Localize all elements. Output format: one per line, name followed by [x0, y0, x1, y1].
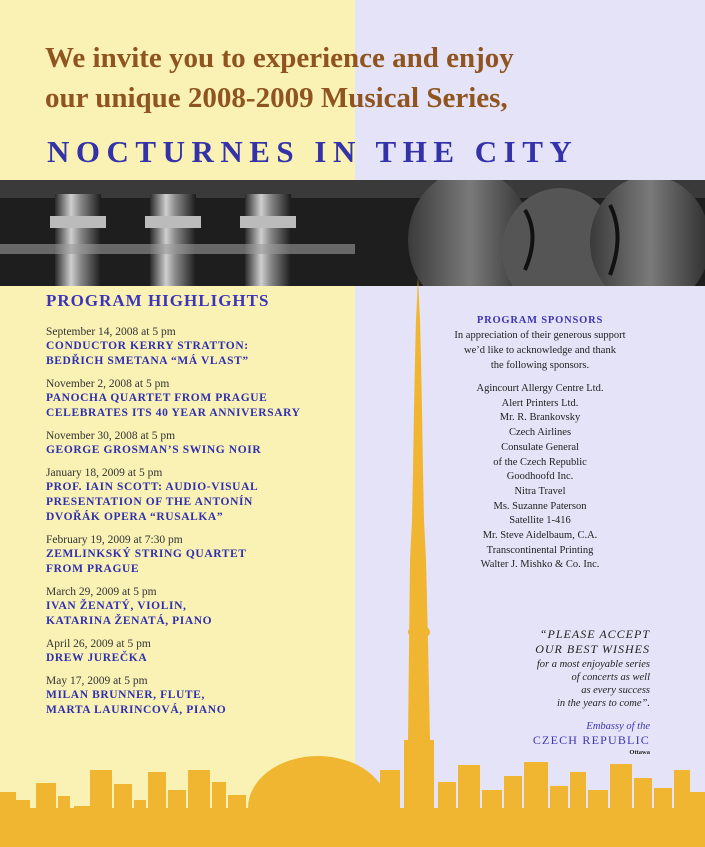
event-title: MILAN BRUNNER, FLUTE, — [46, 689, 205, 701]
event-item — [46, 325, 346, 369]
event-title: DVOŘÁK OPERA “RUSALKA” — [46, 511, 224, 523]
invitation-headline — [45, 38, 685, 118]
event-title: PROF. IAIN SCOTT: AUDIO-VISUAL — [46, 481, 259, 493]
event-title: BEDŘICH SMETANA “MÁ VLAST” — [46, 355, 249, 367]
event-title: PRESENTATION OF THE ANTONÍN — [46, 496, 253, 508]
event-date: September 14, 2008 at 5 pm — [46, 326, 176, 338]
event-date: March 29, 2009 at 5 pm — [46, 586, 157, 598]
sponsors-intro: In appreciation of their generous support we’d like to acknowledge and thank the following sponsors. — [454, 330, 626, 371]
wishes-country: CZECH REPUBLIC — [532, 733, 650, 747]
event-title: CELEBRATES ITS 40 YEAR ANNIVERSARY — [46, 407, 301, 419]
program-highlights-heading: PROGRAM HIGHLIGHTS — [46, 291, 270, 310]
sponsor-item: Mr. R. Brankovsky — [499, 412, 581, 424]
instruments-photo — [0, 180, 705, 286]
headline-line-1: We invite you to experience and enjoy — [45, 42, 514, 74]
event-title: GEORGE GROSMAN’S SWING NOIR — [46, 444, 262, 456]
event-item — [46, 533, 346, 577]
event-date: November 30, 2008 at 5 pm — [46, 430, 176, 442]
event-title: DREW JUREČKA — [46, 652, 148, 664]
event-date: May 17, 2009 at 5 pm — [46, 675, 148, 687]
event-title: PANOCHA QUARTET FROM PRAGUE — [46, 392, 268, 404]
sponsor-item: Goodhoofd Inc. — [506, 471, 574, 483]
sponsor-item: Mr. Steve Aidelbaum, C.A. — [482, 530, 598, 542]
event-title: FROM PRAGUE — [46, 563, 140, 575]
sponsor-item: Satellite 1-416 — [509, 515, 571, 527]
event-item — [46, 377, 346, 421]
event-date: February 19, 2009 at 7:30 pm — [46, 534, 183, 546]
event-title: CONDUCTOR KERRY STRATTON: — [46, 340, 249, 352]
wishes-from: Embassy of the — [586, 721, 650, 732]
event-item — [46, 466, 346, 525]
sponsor-item: Walter J. Mishko & Co. Inc. — [480, 559, 600, 571]
headline-line-2: our unique 2008-2009 Musical Series, — [45, 82, 508, 114]
sponsor-item: Czech Airlines — [508, 427, 572, 439]
embassy-wishes — [410, 627, 650, 757]
series-title: NOCTURNES IN THE CITY — [47, 134, 579, 169]
sponsor-item: Consulate General — [501, 441, 579, 453]
event-title: KATARINA ŽENATÁ, PIANO — [46, 615, 213, 627]
event-date: April 26, 2009 at 5 pm — [46, 638, 151, 650]
sponsors-heading: PROGRAM SPONSORS — [476, 315, 604, 326]
event-item — [46, 637, 346, 666]
event-date: January 18, 2009 at 5 pm — [46, 467, 163, 479]
sponsor-item: Transcontinental Printing — [486, 544, 594, 556]
wishes-caps: “PLEASE ACCEPT OUR BEST WISHES — [535, 627, 650, 656]
event-title: ZEMLINKSKÝ STRING QUARTET — [46, 548, 247, 560]
violins — [408, 180, 705, 286]
sponsor-item: of the Czech Republic — [493, 456, 587, 468]
sponsor-item: Agincourt Allergy Centre Ltd. — [476, 383, 604, 394]
sponsor-item: Ms. Suzanne Paterson — [493, 500, 587, 512]
event-title: IVAN ŽENATÝ, VIOLIN, — [46, 600, 187, 612]
event-date: November 2, 2008 at 5 pm — [46, 378, 170, 390]
program-sponsors-section — [405, 314, 675, 573]
event-item — [46, 674, 346, 718]
wishes-city: Ottawa — [629, 749, 650, 756]
event-item — [46, 585, 346, 629]
event-item — [46, 429, 346, 458]
sponsor-item: Nitra Travel — [514, 485, 566, 497]
wishes-italic: for a most enjoyable series of concerts as well as every success in the years to come”. — [536, 659, 650, 709]
event-title: MARTA LAURINCOVÁ, PIANO — [46, 704, 227, 716]
program-events-list — [46, 325, 346, 726]
sponsor-item: Alert Printers Ltd. — [501, 397, 579, 409]
sponsors-list — [405, 382, 675, 573]
